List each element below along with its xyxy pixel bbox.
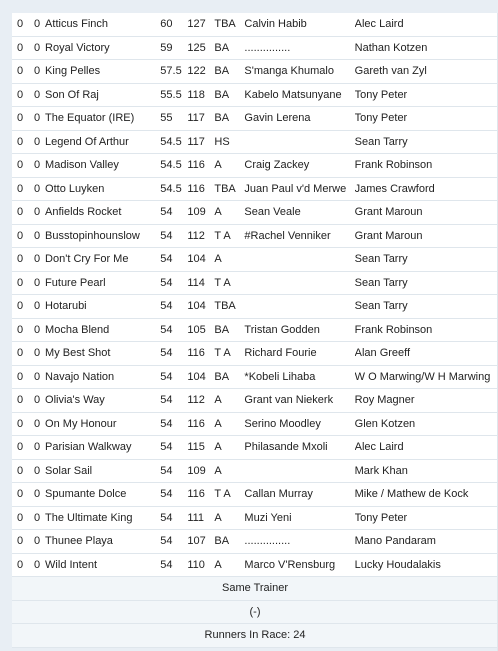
col-a: 0: [12, 107, 34, 131]
gear: T A: [214, 342, 244, 366]
rating: 54: [160, 224, 187, 248]
col-b: 0: [34, 177, 45, 201]
trainer-name[interactable]: Sean Tarry: [355, 295, 498, 319]
col-a: 0: [12, 318, 34, 342]
rating: 57.5: [160, 60, 187, 84]
horse-name[interactable]: Atticus Finch: [45, 13, 160, 36]
rating: 54: [160, 318, 187, 342]
trainer-name[interactable]: Grant Maroun: [355, 224, 498, 248]
weight: 118: [187, 83, 214, 107]
gear: BA: [214, 318, 244, 342]
trainer-name[interactable]: Glen Kotzen: [355, 412, 498, 436]
col-a: 0: [12, 365, 34, 389]
gear: A: [214, 201, 244, 225]
weight: 117: [187, 130, 214, 154]
dash-label: (-): [12, 600, 498, 624]
col-a: 0: [12, 342, 34, 366]
col-a: 0: [12, 224, 34, 248]
table-row: [12, 506, 498, 530]
jockey-name[interactable]: ...............: [244, 530, 354, 554]
horse-name[interactable]: The Ultimate King: [45, 506, 160, 530]
col-b: 0: [34, 389, 45, 413]
rating: 54.5: [160, 154, 187, 178]
same-trainer-label: Same Trainer: [12, 577, 498, 601]
weight: 104: [187, 248, 214, 272]
rating: 59: [160, 36, 187, 60]
rating: 54: [160, 436, 187, 460]
rating: 54: [160, 553, 187, 577]
horse-name[interactable]: Madison Valley: [45, 154, 160, 178]
rating: 54: [160, 295, 187, 319]
table-row: [12, 130, 498, 154]
jockey-name[interactable]: [244, 130, 354, 154]
weight: 112: [187, 224, 214, 248]
rating: 54: [160, 389, 187, 413]
col-a: 0: [12, 201, 34, 225]
weight: 112: [187, 389, 214, 413]
horse-name[interactable]: Thunee Playa: [45, 530, 160, 554]
rating: 54: [160, 530, 187, 554]
weight: 127: [187, 13, 214, 36]
trainer-name[interactable]: Sean Tarry: [355, 248, 498, 272]
table-row: [12, 318, 498, 342]
table-row: [12, 60, 498, 84]
gear: HS: [214, 130, 244, 154]
col-a: 0: [12, 60, 34, 84]
jockey-name[interactable]: [244, 459, 354, 483]
gear: TBA: [214, 13, 244, 36]
weight: 117: [187, 107, 214, 131]
table-row: [12, 553, 498, 577]
trainer-name[interactable]: Roy Magner: [355, 389, 498, 413]
jockey-name[interactable]: *Kobeli Lihaba: [244, 365, 354, 389]
trainer-name[interactable]: Alan Greeff: [355, 342, 498, 366]
trainer-name[interactable]: Lucky Houdalakis: [355, 553, 498, 577]
table-row: [12, 224, 498, 248]
col-a: 0: [12, 436, 34, 460]
col-b: 0: [34, 130, 45, 154]
jockey-name[interactable]: Craig Zackey: [244, 154, 354, 178]
weight: 115: [187, 436, 214, 460]
rating: 55.5: [160, 83, 187, 107]
gear: A: [214, 436, 244, 460]
jockey-name[interactable]: S'manga Khumalo: [244, 60, 354, 84]
trainer-name[interactable]: W O Marwing/W H Marwing: [355, 365, 498, 389]
col-b: 0: [34, 412, 45, 436]
col-b: 0: [34, 436, 45, 460]
same-trainer-row: [12, 577, 498, 601]
table-row: [12, 248, 498, 272]
col-a: 0: [12, 412, 34, 436]
rating: 54: [160, 342, 187, 366]
trainer-name[interactable]: Mano Pandaram: [355, 530, 498, 554]
col-a: 0: [12, 553, 34, 577]
horse-name[interactable]: Anfields Rocket: [45, 201, 160, 225]
col-b: 0: [34, 83, 45, 107]
jockey-name[interactable]: Kabelo Matsunyane: [244, 83, 354, 107]
trainer-name[interactable]: Grant Maroun: [355, 201, 498, 225]
jockey-name[interactable]: ...............: [244, 36, 354, 60]
gear: TBA: [214, 177, 244, 201]
jockey-name[interactable]: Calvin Habib: [244, 13, 354, 36]
table-row: [12, 83, 498, 107]
horse-name[interactable]: The Equator (IRE): [45, 107, 160, 131]
rating: 54: [160, 459, 187, 483]
runners-count-row: [12, 624, 498, 648]
runners-panel: [12, 13, 498, 648]
jockey-name[interactable]: Callan Murray: [244, 483, 354, 507]
trainer-name[interactable]: Tony Peter: [355, 107, 498, 131]
weight: 116: [187, 483, 214, 507]
col-b: 0: [34, 271, 45, 295]
table-row: [12, 459, 498, 483]
gear: BA: [214, 83, 244, 107]
horse-name[interactable]: Royal Victory: [45, 36, 160, 60]
trainer-name[interactable]: Nathan Kotzen: [355, 36, 498, 60]
horse-name[interactable]: Son Of Raj: [45, 83, 160, 107]
col-a: 0: [12, 13, 34, 36]
col-a: 0: [12, 483, 34, 507]
gear: A: [214, 389, 244, 413]
trainer-name[interactable]: Sean Tarry: [355, 271, 498, 295]
horse-name[interactable]: Spumante Dolce: [45, 483, 160, 507]
col-b: 0: [34, 60, 45, 84]
runners-count-label: Runners In Race: 24: [12, 624, 498, 648]
gear: T A: [214, 224, 244, 248]
dash-row: [12, 600, 498, 624]
trainer-name[interactable]: Mike / Mathew de Kock: [355, 483, 498, 507]
gear: A: [214, 459, 244, 483]
trainer-name[interactable]: Frank Robinson: [355, 318, 498, 342]
rating: 54: [160, 412, 187, 436]
horse-name[interactable]: King Pelles: [45, 60, 160, 84]
col-b: 0: [34, 107, 45, 131]
gear: A: [214, 506, 244, 530]
col-b: 0: [34, 13, 45, 36]
gear: A: [214, 553, 244, 577]
weight: 104: [187, 365, 214, 389]
trainer-name[interactable]: Tony Peter: [355, 83, 498, 107]
table-row: [12, 36, 498, 60]
col-b: 0: [34, 553, 45, 577]
jockey-name[interactable]: Gavin Lerena: [244, 107, 354, 131]
col-a: 0: [12, 177, 34, 201]
gear: A: [214, 248, 244, 272]
horse-name[interactable]: My Best Shot: [45, 342, 160, 366]
rating: 54.5: [160, 177, 187, 201]
table-row: [12, 201, 498, 225]
col-a: 0: [12, 295, 34, 319]
horse-name[interactable]: Busstopinhounslow: [45, 224, 160, 248]
col-a: 0: [12, 271, 34, 295]
gear: BA: [214, 365, 244, 389]
jockey-name[interactable]: #Rachel Venniker: [244, 224, 354, 248]
col-a: 0: [12, 154, 34, 178]
trainer-name[interactable]: Gareth van Zyl: [355, 60, 498, 84]
gear: BA: [214, 107, 244, 131]
gear: A: [214, 154, 244, 178]
col-b: 0: [34, 506, 45, 530]
table-row: [12, 530, 498, 554]
runners-table: [12, 13, 498, 648]
rating: 54: [160, 365, 187, 389]
col-a: 0: [12, 130, 34, 154]
jockey-name[interactable]: [244, 248, 354, 272]
jockey-name[interactable]: Philasande Mxoli: [244, 436, 354, 460]
rating: 54: [160, 506, 187, 530]
table-row: [12, 107, 498, 131]
table-row: [12, 295, 498, 319]
weight: 107: [187, 530, 214, 554]
col-b: 0: [34, 483, 45, 507]
jockey-name[interactable]: Serino Moodley: [244, 412, 354, 436]
weight: 109: [187, 459, 214, 483]
jockey-name[interactable]: Richard Fourie: [244, 342, 354, 366]
col-a: 0: [12, 459, 34, 483]
jockey-name[interactable]: Marco V'Rensburg: [244, 553, 354, 577]
weight: 116: [187, 412, 214, 436]
table-row: [12, 342, 498, 366]
jockey-name[interactable]: Tristan Godden: [244, 318, 354, 342]
weight: 114: [187, 271, 214, 295]
table-row: [12, 13, 498, 36]
weight: 116: [187, 342, 214, 366]
table-row: [12, 365, 498, 389]
gear: A: [214, 412, 244, 436]
rating: 54: [160, 271, 187, 295]
gear: BA: [214, 60, 244, 84]
gear: BA: [214, 530, 244, 554]
horse-name[interactable]: Mocha Blend: [45, 318, 160, 342]
trainer-name[interactable]: James Crawford: [355, 177, 498, 201]
gear: TBA: [214, 295, 244, 319]
weight: 105: [187, 318, 214, 342]
trainer-name[interactable]: Alec Laird: [355, 13, 498, 36]
col-b: 0: [34, 36, 45, 60]
table-row: [12, 436, 498, 460]
table-row: [12, 483, 498, 507]
rating: 55: [160, 107, 187, 131]
jockey-name[interactable]: Sean Veale: [244, 201, 354, 225]
horse-name[interactable]: Future Pearl: [45, 271, 160, 295]
gear: BA: [214, 36, 244, 60]
jockey-name[interactable]: Muzi Yeni: [244, 506, 354, 530]
weight: 111: [187, 506, 214, 530]
trainer-name[interactable]: Frank Robinson: [355, 154, 498, 178]
col-b: 0: [34, 530, 45, 554]
horse-name[interactable]: Navajo Nation: [45, 365, 160, 389]
horse-name[interactable]: Legend Of Arthur: [45, 130, 160, 154]
col-a: 0: [12, 389, 34, 413]
weight: 109: [187, 201, 214, 225]
jockey-name[interactable]: [244, 295, 354, 319]
col-b: 0: [34, 459, 45, 483]
col-b: 0: [34, 154, 45, 178]
trainer-name[interactable]: Tony Peter: [355, 506, 498, 530]
trainer-name[interactable]: Mark Khan: [355, 459, 498, 483]
jockey-name[interactable]: Grant van Niekerk: [244, 389, 354, 413]
col-b: 0: [34, 342, 45, 366]
table-row: [12, 177, 498, 201]
col-b: 0: [34, 224, 45, 248]
weight: 125: [187, 36, 214, 60]
weight: 122: [187, 60, 214, 84]
rating: 54: [160, 483, 187, 507]
table-row: [12, 154, 498, 178]
jockey-name[interactable]: Juan Paul v'd Merwe: [244, 177, 354, 201]
weight: 110: [187, 553, 214, 577]
col-b: 0: [34, 295, 45, 319]
horse-name[interactable]: On My Honour: [45, 412, 160, 436]
weight: 116: [187, 177, 214, 201]
weight: 116: [187, 154, 214, 178]
table-row: [12, 271, 498, 295]
horse-name[interactable]: Don't Cry For Me: [45, 248, 160, 272]
table-row: [12, 389, 498, 413]
col-b: 0: [34, 248, 45, 272]
table-row: [12, 412, 498, 436]
col-a: 0: [12, 248, 34, 272]
rating: 54.5: [160, 130, 187, 154]
horse-name[interactable]: Parisian Walkway: [45, 436, 160, 460]
col-a: 0: [12, 83, 34, 107]
horse-name[interactable]: Olivia's Way: [45, 389, 160, 413]
weight: 104: [187, 295, 214, 319]
col-a: 0: [12, 36, 34, 60]
col-a: 0: [12, 506, 34, 530]
rating: 54: [160, 201, 187, 225]
gear: T A: [214, 271, 244, 295]
rating: 54: [160, 248, 187, 272]
horse-name[interactable]: Solar Sail: [45, 459, 160, 483]
gear: T A: [214, 483, 244, 507]
col-b: 0: [34, 318, 45, 342]
rating: 60: [160, 13, 187, 36]
horse-name[interactable]: Otto Luyken: [45, 177, 160, 201]
trainer-name[interactable]: Alec Laird: [355, 436, 498, 460]
jockey-name[interactable]: [244, 271, 354, 295]
horse-name[interactable]: Hotarubi: [45, 295, 160, 319]
col-b: 0: [34, 365, 45, 389]
horse-name[interactable]: Wild Intent: [45, 553, 160, 577]
trainer-name[interactable]: Sean Tarry: [355, 130, 498, 154]
col-b: 0: [34, 201, 45, 225]
col-a: 0: [12, 530, 34, 554]
